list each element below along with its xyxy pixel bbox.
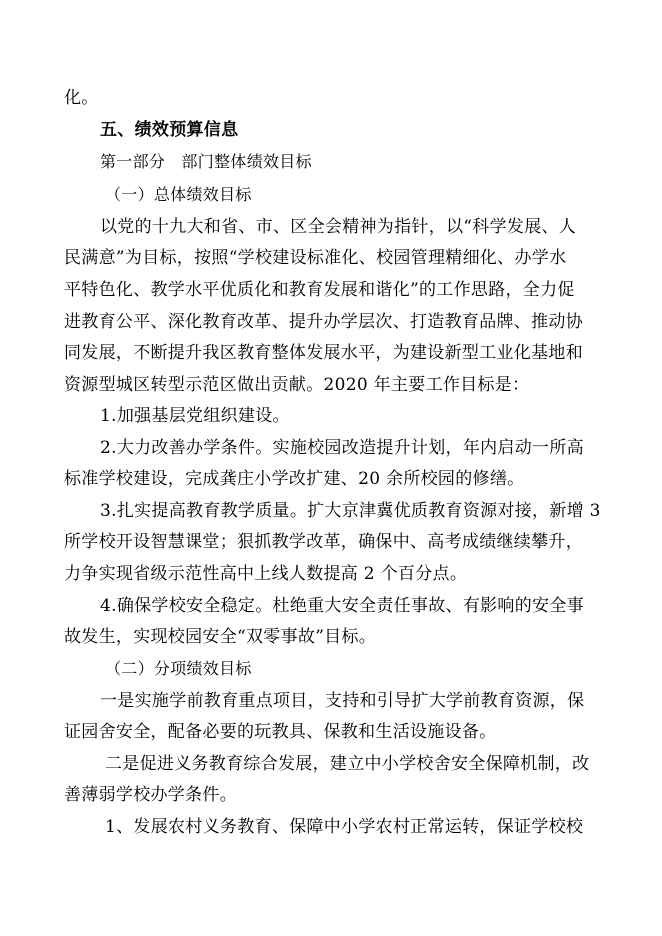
text-line: 2.大力改善办学条件。实施校园改造提升计划，年内启动一所高	[100, 438, 584, 458]
text-line: 标准学校建设，完成龚庄小学改扩建、20 余所校园的修缮。	[64, 469, 525, 489]
text-line: 平特色化、教学水平优质化和教育发展和谐化”的工作思路，全力促	[64, 280, 575, 300]
text-line: 资源型城区转型示范区做出贡献。2020 年主要工作目标是：	[64, 375, 530, 395]
text-line: 一是实施学前教育重点项目，支持和引导扩大学前教育资源，保	[100, 691, 585, 711]
text-line: 证园舍安全，配备必要的玩教具、保教和生活设施设备。	[64, 722, 497, 742]
subsection-heading: （一）总体绩效目标	[105, 185, 252, 204]
text-line: 同发展，不断提升我区教育整体发展水平，为建设新型工业化基地和	[64, 343, 583, 363]
text-line: 以党的十九大和省、市、区全会精神为指针，以“科学发展、人	[100, 217, 577, 237]
subsection-heading: （二）分项绩效目标	[105, 659, 252, 678]
section-heading: 五、绩效预算信息	[100, 120, 239, 140]
text-line: 二是促进义务教育综合发展，建立中小学校舍安全保障机制，改	[105, 754, 590, 774]
text-line: 1.加强基层党组织建设。	[100, 406, 290, 426]
text-line: 故发生，实现校园安全“双零事故”目标。	[64, 627, 377, 647]
text-line: 进教育公平、深化教育改革、提升办学层次、打造教育品牌、推动协	[64, 312, 583, 332]
text-line: 3.扎实提高教育教学质量。扩大京津冀优质教育资源对接，新增 3	[100, 501, 601, 521]
text-line: 所学校开设智慧课堂；狠抓教学改革，确保中、高考成绩继续攀升，	[64, 532, 583, 552]
text-line: 4.确保学校安全稳定。杜绝重大安全责任事故、有影响的安全事	[100, 596, 584, 616]
text-line: 民满意”为目标，按照“学校建设标准化、校园管理精细化、办学水	[64, 248, 567, 268]
part-heading: 第一部分 部门整体绩效目标	[100, 152, 312, 171]
text-line: 化。	[64, 88, 99, 108]
text-line: 力争实现省级示范性高中上线人数提高 2 个百分点。	[64, 564, 468, 584]
text-line: 1、发展农村义务教育、保障中小学农村正常运转，保证学校校	[105, 817, 584, 837]
text-line: 善薄弱学校办学条件。	[64, 785, 237, 805]
